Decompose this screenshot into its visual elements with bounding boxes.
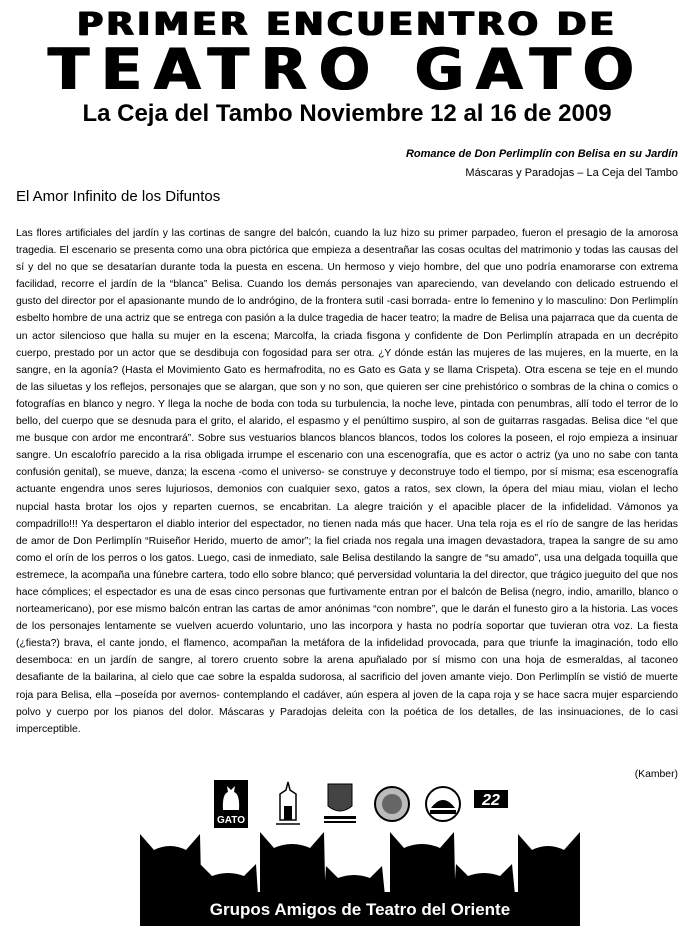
article-signature: (Kamber) [634,769,678,780]
article-body: Las flores artificiales del jardín y las cortinas de sangre del balcón, cuando la luz hizo su primer parpadeo, fueron el presagio de la amorosa tragedia. El escenario se presenta como una obra pictórica que empieza a desentrañar las cosas ocultas del matrimonio y todas las causas del sí y del no que se desatarían durante toda la puesta en escena. Un hermoso y viejo hombre, del que uno podría enamorarse con extrema facilidad, recorre el jardín de la “blanca” Belisa. Cuando los demás personajes van apareciendo, van develando con delicado estruendo el gusto del director por el apasionante mundo de lo andrógino, de la frontera sutil -casi borrada- entre lo femenino y lo masculino: Don Perlimplín esbelto hombre de una actriz que se entrega con pasión a la dulce tragedia de hacer teatro; la madre de Belisa una pajarraca que da cuenta de un actor silencioso que halla su mujer en la escena; Marcolfa, la criada fisgona y confidente de Don Perlimplín atrapada en un decrépito cuerpo, prestado por un actor que se desdibuja con fogosidad para ser otra. ¿Y dónde están las mujeres de las mujeres, en la muerte, en la sangre, en la agonía? (Hasta el Movimiento Gato es hermafrodita, no es Gato es Gata y se llama Crispeta). Otra escena se teje en el mundo de las siluetas y los reflejos, personajes que se alargan, que son y no son, que quieren ser cine prehistórico o sombras de la china o comics o fotografías en blanco y negro. Y llega la noche de boda con toda su turbulencia, la noche leve, pintada con penumbras, allí todo el terror de lo bello, del cuerpo que se desnuda para el grito, el alarido, el espasmo y el penúltimo suspiro, al son de guitarras rasgadas. Belisa dice “el que me busque con ardor me encontrará”. Sobre sus vestuarios blancos blancos blancos, todos los colores la poseen, el rojo empieza a insinuar sangre. Un escalofrío parecido a la risa obligada irrumpe el escenario con una escenografía, que es actor o actriz (ya uno no sabe con tanta confusión genital), se mueve, danza; la escena -como el universo- se construye y deconstruye todo el tiempo, por sí misma; esa escenografía actuante engendra unos seres lujuriosos, demonios con cualquier sexo, gatos a ratos, sex clown, la ópera del miau miau, violan el lecho nupcial hasta brotar los ojos y reparten cuernos, se encabritan. La alegre traición y el apacible placer de la infidelidad. Vámonos ya compadrillo!!! Ya despertaron el diablo interior del espectador, no tienen nada más que hacer. Una tela roja es el río de sangre de las heridas de amor de Don Perlimplín “Ruiseñor Herido, muerto de amor”; la fiel criada nos regala una imagen devastadora, trapea la sangre de su amo como el orín de los perros o los gatos. Luego, casi de inmediato, sale Belisa destilando la sangre de “su amado”, usa una delgada toquilla que estremece, la acompaña una fúnebre cartera, todo ello sobre blanco; qué perversidad voluntaria la del director, que trágico jueguito del que nos hace cómplices; el espectador es una de esas cinco personas que furtivamente entran por el balcón de Belisa (negro, indio, amarillo, blanco o norteamericano), por ese mismo balcón entran las cartas de amor anónimas “con nombre”, que le darán el funesto giro a la historia. Las voces de los personajes lentamente se vuelven acuerdo voluntario, uno las incorpora y hasta no podría soportar que tuvieran otra voz. La fiesta (¿fiesta?) brava, el cante jondo, el flamenco, acompañan la metáfora de la infidelidad provocada, para que triunfe la imaginación, todo ello desemboca: en un jardín de sangre, al torero cruento sobre la arena apuñalado por sí mismo con una hoja de esmeraldas, al taconeo desafiante de la bailarina, al cielo que cae sobre la espalda sudorosa, al sacrificio del joven amante viejo. Don Perlimplín se vistió de muerte roja para Belisa, ella –poseída por avernos- contemplando el cadáver, aún espera al joven de la capa roja y se hace sacra mujer esparciendo polvo y cuerpo por los pianos del dolor. Máscaras y Paradojas deleita con la poética de los detalles, de las insinuaciones, de lo casi imperceptible. [16,228,678,735]
gato-logo-icon [214,780,248,828]
number-logo-icon [472,780,510,828]
number-logo-label: 22 [482,792,500,809]
play-title: Romance de Don Perlimplín con Belisa en su Jardín [405,148,678,160]
gato-logo-label: GATO [217,815,245,826]
event-title-line2: TEATRO GATO [48,36,646,104]
event-subtitle: La Ceja del Tambo Noviembre 12 al 16 de 2009 [82,100,612,127]
theatre-emblem-icon [422,780,464,828]
play-company: Máscaras y Paradojas – La Ceja del Tambo [465,167,678,179]
round-emblem-icon [372,780,412,828]
church-logo-icon [272,780,304,828]
event-header [0,6,694,128]
event-title-line1: PRIMER ENCUENTRO DE [76,6,618,44]
footer-banner-text: Grupos Amigos de Teatro del Oriente [209,900,511,919]
article-heading: El Amor Infinito de los Difuntos [16,188,221,205]
municipal-seal-icon [318,780,362,828]
